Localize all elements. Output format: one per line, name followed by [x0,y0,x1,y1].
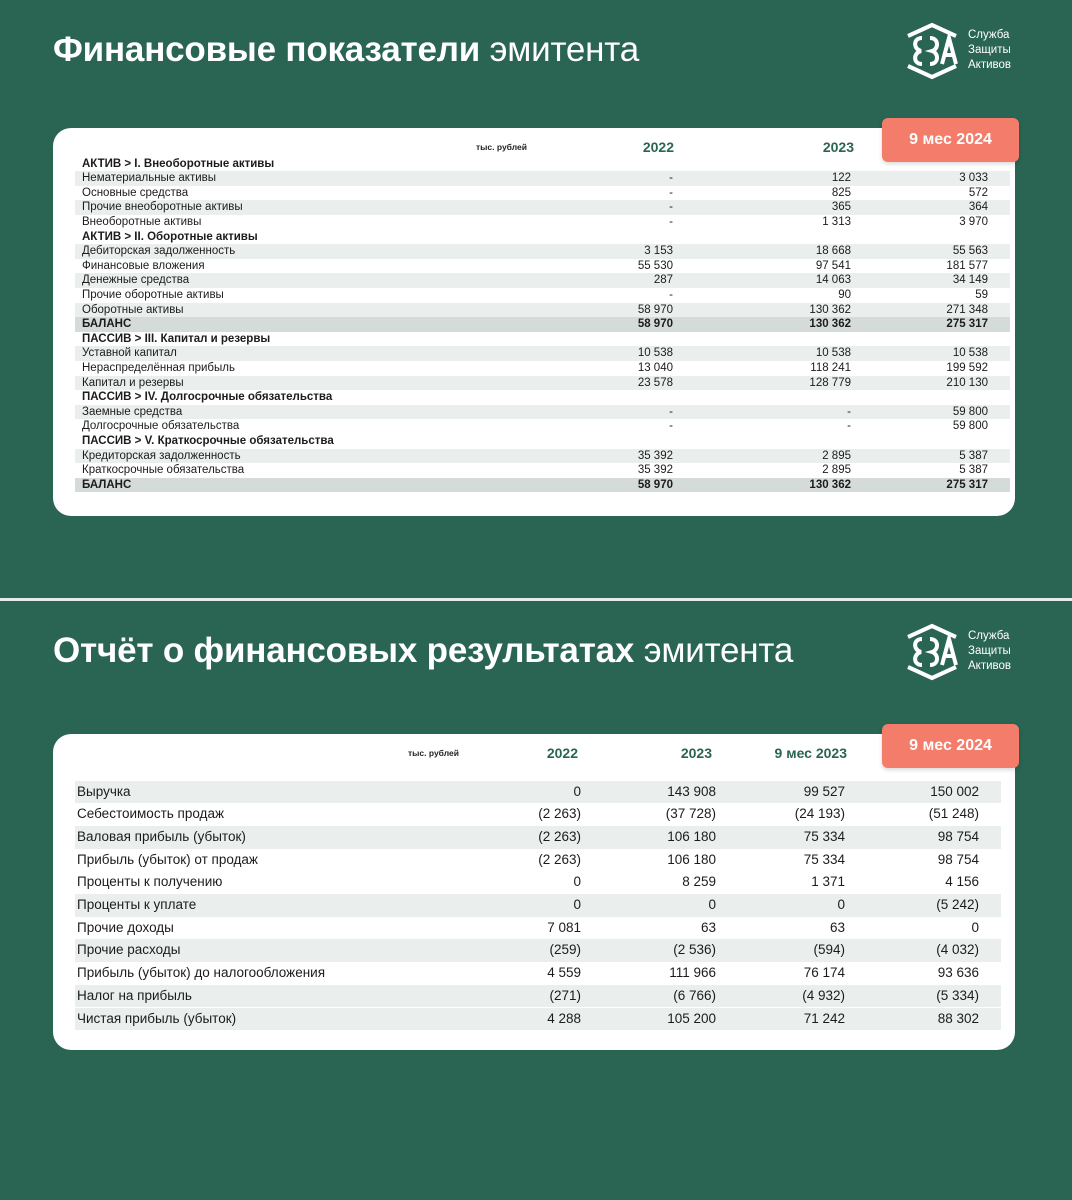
logo-text: Служба Защиты Активов [968,630,1012,672]
row-value: 58 970 [637,303,673,316]
column-header-2022: 2022 [546,745,578,761]
row-label: Прибыль (убыток) до налогообложения [77,965,326,981]
table-row [75,781,1001,804]
row-label: Проценты к получению [77,874,223,890]
column-badge-9m2024: 9 мес 2024 [882,724,1019,768]
row-value: - [669,420,673,433]
row-value: 34 149 [952,274,988,287]
row-value: 143 908 [667,783,716,799]
row-value: (5 334) [936,987,979,1003]
row-label: Выручка [77,783,131,799]
row-label: Уставной капитал [82,347,177,360]
row-value: 0 [573,874,581,890]
table-row [75,200,1010,215]
row-value: 122 [831,172,851,185]
company-logo [904,623,1024,683]
row-value: 76 174 [803,965,845,981]
table-row [75,346,1010,361]
row-value: 150 002 [930,783,979,799]
row-label: Краткосрочные обязательства [82,464,245,477]
row-value: 106 180 [667,851,716,867]
table-row [75,463,1010,478]
row-value: 75 334 [803,828,845,844]
row-value: 271 348 [946,303,988,316]
row-value: (4 932) [802,987,845,1003]
column-header-9m2023: 9 мес 2023 [774,745,847,761]
table-section-header [75,230,1010,245]
row-value: 275 317 [946,318,988,331]
balance-title: Финансовые показатели эмитента [53,30,639,69]
table-row [75,962,1001,985]
row-value: 63 [700,919,716,935]
row-value: 0 [837,897,845,912]
row-label: Основные средства [82,186,189,199]
row-value: 181 577 [946,259,988,272]
table-row [75,419,1010,434]
table-row [75,803,1001,826]
row-label: Прочие внеоборотные активы [82,201,243,214]
row-value: 55 563 [952,245,988,258]
table-row [75,303,1010,318]
row-value: 35 392 [637,464,673,477]
table-row [75,186,1010,201]
column-header-2023: 2023 [822,139,854,155]
row-value: 572 [968,186,988,199]
table-row [75,849,1001,872]
row-value: - [669,215,673,228]
row-value: - [847,420,851,433]
row-label: Заемные средства [82,405,183,418]
row-value: 23 578 [637,376,673,389]
row-value: 75 334 [803,851,845,867]
row-value: (51 248) [928,806,979,822]
table-row [75,405,1010,420]
row-value: 8 259 [682,874,716,890]
logo-icon [904,623,960,681]
table-section-header [75,332,1010,347]
row-value: 10 538 [952,347,988,360]
row-label: Долгосрочные обязательства [82,420,240,433]
row-value: (2 536) [673,942,716,958]
row-value: 59 800 [952,405,988,418]
row-value: 4 156 [945,874,979,890]
logo-icon [904,22,960,80]
row-value: 2 895 [822,464,851,477]
row-value: 3 153 [644,245,673,258]
row-value: 2 895 [822,449,851,462]
column-badge-9m2024: 9 мес 2024 [882,118,1019,162]
row-label: Кредиторская задолженность [82,449,241,462]
row-value: 59 [975,288,988,301]
row-value: 5 387 [959,449,988,462]
table-row [75,244,1010,259]
row-value: 118 241 [810,361,851,374]
row-value: 111 966 [669,965,716,981]
row-value: - [669,186,673,199]
row-value: 35 392 [637,449,673,462]
row-value: 59 800 [952,420,988,433]
row-label: АКТИВ > II. Оборотные активы [82,230,258,243]
row-value: 105 200 [667,1010,716,1026]
row-value: 3 970 [959,215,988,228]
row-value: 0 [573,897,581,912]
row-value: - [669,405,673,418]
row-value: 287 [653,274,673,287]
table-section-header [75,157,1010,172]
row-value: 93 636 [937,965,979,981]
table-total-row [75,317,1010,332]
row-label: Себестоимость продаж [77,806,224,822]
row-value: 1 313 [822,215,851,228]
row-label: Финансовые вложения [82,259,205,272]
row-label: Налог на прибыль [77,987,192,1003]
row-value: 0 [708,897,716,912]
row-label: Внеоборотные активы [82,215,202,228]
table-section-header [75,434,1010,449]
row-label: Денежные средства [82,274,190,287]
row-value: (5 242) [936,897,979,912]
row-label: Капитал и резервы [82,376,184,389]
unit-label: тыс. рублей [476,142,527,152]
row-value: 365 [831,201,851,214]
row-value: (2 263) [538,828,581,844]
row-label: ПАССИВ > III. Капитал и резервы [82,332,271,345]
row-value: (24 193) [794,806,845,822]
row-label: Дебиторская задолженность [82,245,236,258]
logo-text: Служба Защиты Активов [968,29,1012,71]
row-value: 58 970 [637,478,673,491]
row-label: Чистая прибыль (убыток) [77,1010,237,1026]
row-value: - [669,172,673,185]
table-row [75,288,1010,303]
row-value: 98 754 [937,851,979,867]
row-label: ПАССИВ > V. Краткосрочные обязательства [82,434,334,447]
row-value: 364 [968,201,988,214]
row-value: 5 387 [959,464,988,477]
row-value: (594) [813,942,845,958]
table-row [75,376,1010,391]
table-total-row [75,478,1010,493]
row-value: 10 538 [637,347,673,360]
table-row [75,259,1010,274]
table-row [75,273,1010,288]
row-value: 97 541 [815,259,851,272]
row-value: 90 [838,288,851,301]
row-label: АКТИВ > I. Внеоборотные активы [82,157,275,170]
row-value: 4 559 [547,965,581,981]
table-row [75,917,1001,940]
column-header-2022: 2022 [642,139,674,155]
row-value: 13 040 [637,361,673,374]
row-value: - [847,405,851,418]
row-value: 825 [831,186,851,199]
row-value: 275 317 [946,478,988,491]
row-value: 98 754 [937,828,979,844]
row-value: 63 [829,919,845,935]
row-value: 58 970 [637,318,673,331]
row-value: 14 063 [815,274,851,287]
row-value: (4 032) [936,942,979,958]
row-label: Прочие расходы [77,942,181,958]
row-value: (2 263) [538,851,581,867]
row-value: 210 130 [946,376,988,389]
row-value: 130 362 [809,478,851,491]
row-label: Нематериальные активы [82,172,217,185]
row-value: 4 288 [547,1010,581,1026]
row-value: 199 592 [946,361,988,374]
row-value: - [669,288,673,301]
row-label: БАЛАНС [82,318,132,331]
table-row [75,985,1001,1008]
company-logo [904,22,1024,82]
results-title: Отчёт о финансовых результатах эмитента [53,631,794,670]
table-row [75,871,1001,894]
row-value: 88 302 [937,1010,979,1026]
row-value: 3 033 [959,172,988,185]
row-label: Прибыль (убыток) от продаж [77,851,258,867]
table-row [75,215,1010,230]
row-value: 71 242 [803,1010,845,1026]
row-value: 55 530 [637,259,673,272]
row-label: ПАССИВ > IV. Долгосрочные обязательства [82,391,333,404]
row-value: 99 527 [803,783,845,799]
row-label: Оборотные активы [82,303,184,316]
row-value: (2 263) [538,806,581,822]
row-value: 1 371 [811,874,845,890]
row-value: (37 728) [665,806,716,822]
row-value: 106 180 [667,828,716,844]
column-header-2023: 2023 [680,745,712,761]
table-row [75,1008,1001,1031]
table-row [75,361,1010,376]
row-value: (6 766) [673,987,716,1003]
table-row [75,826,1001,849]
row-value: 10 538 [815,347,851,360]
table-row [75,449,1010,464]
row-value: (259) [549,942,581,958]
row-label: Прочие доходы [77,919,174,935]
row-value: (271) [549,987,581,1003]
row-value: 0 [971,919,979,935]
row-label: Валовая прибыль (убыток) [77,828,246,844]
table-row [75,894,1001,917]
row-value: 128 779 [809,376,851,389]
row-value: 18 668 [815,245,851,258]
row-label: БАЛАНС [82,478,132,491]
row-label: Проценты к уплате [77,897,197,912]
row-value: 7 081 [547,919,581,935]
table-row [75,939,1001,962]
row-value: 130 362 [809,303,851,316]
row-value: 0 [573,783,581,799]
unit-label: тыс. рублей [408,748,459,758]
table-row [75,171,1010,186]
row-label: Нераспределённая прибыль [82,361,235,374]
row-label: Прочие оборотные активы [82,288,224,301]
row-value: 130 362 [809,318,851,331]
row-value: - [669,201,673,214]
table-section-header [75,390,1010,405]
